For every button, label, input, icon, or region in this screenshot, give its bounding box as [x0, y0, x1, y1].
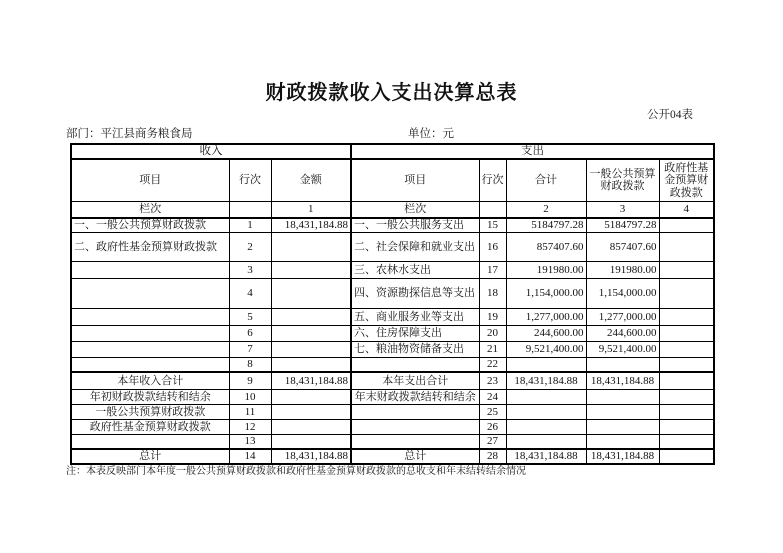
exp-total-cell: 1,154,000.00	[506, 278, 586, 308]
exp-index-label: 栏次	[351, 201, 479, 218]
column-header-row	[71, 159, 714, 201]
exp-item-cell: 二、社会保障和就业支出	[351, 232, 479, 261]
income-item-cell: 本年收入合计	[71, 372, 229, 389]
exp-gov-fund-index: 4	[659, 201, 714, 218]
income-item-cell: 总计	[71, 449, 229, 464]
exp-general-budget-cell	[586, 419, 659, 434]
income-index-label: 栏次	[71, 201, 229, 218]
income-section-header: 收入	[71, 144, 351, 159]
income-amount-cell: 18,431,184.88	[271, 218, 351, 232]
exp-general-budget-cell	[586, 404, 659, 419]
income-amount-header: 金额	[271, 159, 351, 201]
page-title: 财政拨款收入支出决算总表	[265, 82, 518, 104]
exp-general-budget-cell: 18,431,184.88	[586, 449, 659, 464]
unit-label: 单位：元	[408, 128, 454, 140]
exp-item-cell: 三、农林水支出	[351, 261, 479, 278]
income-line-cell: 13	[229, 434, 271, 449]
form-code: 公开04表	[647, 109, 693, 121]
income-amount-cell	[271, 325, 351, 341]
exp-total-cell: 18,431,184.88	[506, 372, 586, 389]
table-row	[71, 325, 714, 341]
income-amount-index: 1	[271, 201, 351, 218]
table-row	[71, 357, 714, 372]
income-item-cell	[71, 434, 229, 449]
exp-total-cell	[506, 419, 586, 434]
exp-line-cell: 18	[479, 278, 506, 308]
exp-general-budget-header: 一般公共预算财政拨款	[586, 159, 659, 201]
exp-item-cell: 七、粮油物资储备支出	[351, 341, 479, 357]
table-row	[71, 261, 714, 278]
exp-general-budget-cell	[586, 357, 659, 372]
exp-total-cell: 244,600.00	[506, 325, 586, 341]
exp-gov-fund-cell	[659, 232, 714, 261]
exp-total-cell: 1,277,000.00	[506, 308, 586, 325]
income-amount-cell	[271, 261, 351, 278]
exp-line-cell: 24	[479, 389, 506, 404]
income-line-header: 行次	[229, 159, 271, 201]
exp-item-cell: 一、一般公共服务支出	[351, 218, 479, 232]
exp-general-budget-cell: 5184797.28	[586, 218, 659, 232]
income-amount-cell: 18,431,184.88	[271, 372, 351, 389]
exp-gov-fund-header: 政府性基金预算财政拨款	[659, 159, 714, 201]
fiscal-table	[70, 143, 715, 465]
exp-line-cell: 20	[479, 325, 506, 341]
exp-general-budget-cell	[586, 434, 659, 449]
table-row	[71, 218, 714, 232]
exp-general-budget-cell: 1,277,000.00	[586, 308, 659, 325]
income-line-cell: 7	[229, 341, 271, 357]
exp-general-budget-index: 3	[586, 201, 659, 218]
exp-gov-fund-cell	[659, 372, 714, 389]
income-item-cell	[71, 278, 229, 308]
exp-line-cell: 26	[479, 419, 506, 434]
income-item-cell: 一般公共预算财政拨款	[71, 404, 229, 419]
exp-line-index	[479, 201, 506, 218]
exp-item-cell	[351, 419, 479, 434]
income-amount-cell	[271, 308, 351, 325]
income-line-cell: 9	[229, 372, 271, 389]
expenditure-section-header: 支出	[351, 144, 714, 159]
exp-gov-fund-cell	[659, 341, 714, 357]
income-line-cell: 6	[229, 325, 271, 341]
exp-gov-fund-cell	[659, 357, 714, 372]
income-item-cell: 年初财政拨款结转和结余	[71, 389, 229, 404]
income-item-cell	[71, 357, 229, 372]
exp-line-cell: 19	[479, 308, 506, 325]
exp-item-cell: 年末财政拨款结转和结余	[351, 389, 479, 404]
table-row	[71, 389, 714, 404]
exp-general-budget-cell: 18,431,184.88	[586, 372, 659, 389]
income-amount-cell	[271, 404, 351, 419]
income-line-cell: 10	[229, 389, 271, 404]
income-line-cell: 8	[229, 357, 271, 372]
exp-line-cell: 25	[479, 404, 506, 419]
exp-gov-fund-cell	[659, 449, 714, 464]
income-line-cell: 2	[229, 232, 271, 261]
exp-item-header: 项目	[351, 159, 479, 201]
exp-gov-fund-cell	[659, 325, 714, 341]
exp-item-cell	[351, 404, 479, 419]
income-amount-cell	[271, 232, 351, 261]
income-item-cell: 二、政府性基金预算财政拨款	[71, 232, 229, 261]
income-line-cell: 1	[229, 218, 271, 232]
income-amount-cell	[271, 357, 351, 372]
exp-general-budget-cell	[586, 389, 659, 404]
income-amount-cell	[271, 341, 351, 357]
exp-gov-fund-cell	[659, 218, 714, 232]
exp-total-cell	[506, 357, 586, 372]
exp-item-cell	[351, 434, 479, 449]
exp-general-budget-cell: 9,521,400.00	[586, 341, 659, 357]
exp-total-cell	[506, 404, 586, 419]
income-amount-cell	[271, 419, 351, 434]
exp-gov-fund-cell	[659, 278, 714, 308]
income-item-cell	[71, 261, 229, 278]
table-row	[71, 341, 714, 357]
exp-item-cell: 五、商业服务业等支出	[351, 308, 479, 325]
income-amount-cell	[271, 434, 351, 449]
table-row	[71, 232, 714, 261]
exp-total-cell: 5184797.28	[506, 218, 586, 232]
exp-line-cell: 16	[479, 232, 506, 261]
income-item-cell	[71, 308, 229, 325]
exp-total-cell: 857407.60	[506, 232, 586, 261]
exp-general-budget-cell: 191980.00	[586, 261, 659, 278]
department-label: 部门：平江县商务粮食局	[66, 128, 193, 140]
exp-line-cell: 15	[479, 218, 506, 232]
exp-gov-fund-cell	[659, 434, 714, 449]
exp-total-cell	[506, 389, 586, 404]
exp-item-cell: 四、资源勘探信息等支出	[351, 278, 479, 308]
table-row	[71, 278, 714, 308]
exp-line-cell: 21	[479, 341, 506, 357]
exp-general-budget-cell: 1,154,000.00	[586, 278, 659, 308]
exp-gov-fund-cell	[659, 308, 714, 325]
income-line-cell: 14	[229, 449, 271, 464]
exp-item-cell: 总计	[351, 449, 479, 464]
table-row	[71, 434, 714, 449]
table-row	[71, 419, 714, 434]
exp-gov-fund-cell	[659, 404, 714, 419]
exp-gov-fund-cell	[659, 419, 714, 434]
subtotal-row	[71, 372, 714, 389]
exp-gov-fund-cell	[659, 261, 714, 278]
exp-gov-fund-cell	[659, 389, 714, 404]
exp-total-cell: 18,431,184.88	[506, 449, 586, 464]
exp-general-budget-cell: 244,600.00	[586, 325, 659, 341]
exp-total-index: 2	[506, 201, 586, 218]
exp-line-header: 行次	[479, 159, 506, 201]
exp-line-cell: 22	[479, 357, 506, 372]
income-amount-cell: 18,431,184.88	[271, 449, 351, 464]
income-item-cell	[71, 341, 229, 357]
income-line-cell: 4	[229, 278, 271, 308]
exp-item-cell: 六、住房保障支出	[351, 325, 479, 341]
exp-total-cell: 191980.00	[506, 261, 586, 278]
income-item-cell: 一、一般公共预算财政拨款	[71, 218, 229, 232]
income-item-header: 项目	[71, 159, 229, 201]
exp-total-cell	[506, 434, 586, 449]
exp-item-cell: 本年支出合计	[351, 372, 479, 389]
exp-item-cell	[351, 357, 479, 372]
income-item-cell	[71, 325, 229, 341]
footnote: 注：本表反映部门本年度一般公共预算财政拨款和政府性基金预算财政拨款的总收支和年末结转结余情况	[66, 466, 526, 477]
exp-general-budget-cell: 857407.60	[586, 232, 659, 261]
income-line-cell: 11	[229, 404, 271, 419]
exp-total-header: 合计	[506, 159, 586, 201]
exp-line-cell: 23	[479, 372, 506, 389]
exp-total-cell: 9,521,400.00	[506, 341, 586, 357]
income-item-cell: 政府性基金预算财政拨款	[71, 419, 229, 434]
income-line-cell: 5	[229, 308, 271, 325]
exp-line-cell: 27	[479, 434, 506, 449]
column-index-row	[71, 201, 714, 218]
section-header-row	[71, 144, 714, 159]
exp-line-cell: 28	[479, 449, 506, 464]
income-amount-cell	[271, 278, 351, 308]
income-line-cell: 12	[229, 419, 271, 434]
table-row	[71, 308, 714, 325]
income-line-index	[229, 201, 271, 218]
table-row	[71, 404, 714, 419]
income-line-cell: 3	[229, 261, 271, 278]
income-amount-cell	[271, 389, 351, 404]
exp-line-cell: 17	[479, 261, 506, 278]
